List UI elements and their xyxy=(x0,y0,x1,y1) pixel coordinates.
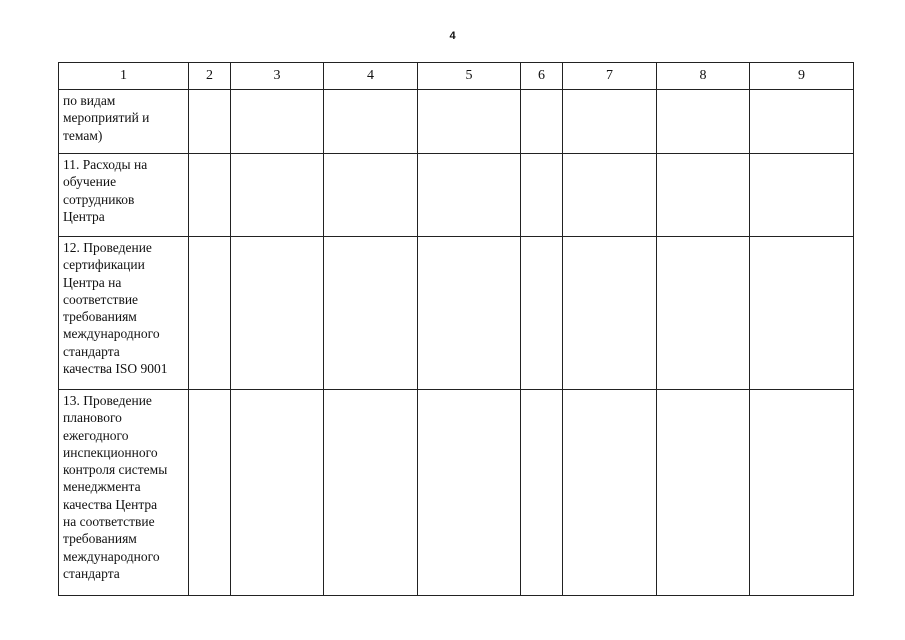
column-header-6: 6 xyxy=(521,63,563,90)
table-cell xyxy=(324,237,418,390)
table-row xyxy=(59,154,854,237)
table-row xyxy=(59,390,854,596)
table-cell xyxy=(563,90,657,154)
table-cell xyxy=(189,154,231,237)
row-label: 13. Проведение планового ежегодного инспекционного контроля системы менеджмента качества Центра на соответствие требованиям международного стандарта xyxy=(63,393,168,581)
table-cell xyxy=(324,390,418,596)
table-row xyxy=(59,237,854,390)
table-cell xyxy=(189,390,231,596)
table-cell xyxy=(563,237,657,390)
header-row xyxy=(59,63,854,90)
table-cell xyxy=(418,237,521,390)
table-cell xyxy=(521,237,563,390)
column-header-7: 7 xyxy=(563,63,657,90)
table-cell xyxy=(231,154,324,237)
table-cell xyxy=(563,390,657,596)
table-row xyxy=(59,90,854,154)
column-header-9: 9 xyxy=(750,63,854,90)
table-cell xyxy=(324,90,418,154)
table-cell xyxy=(657,154,750,237)
row-label-cell xyxy=(59,390,189,596)
table-cell xyxy=(750,237,854,390)
row-label: по видам мероприятий и темам) xyxy=(63,93,150,143)
table-cell xyxy=(657,390,750,596)
row-label: 12. Проведение сертификации Центра на соответствие требованиям международного стандарта качества ISO 9001 xyxy=(63,240,168,377)
table-cell xyxy=(521,154,563,237)
column-header-5: 5 xyxy=(418,63,521,90)
table-cell xyxy=(563,154,657,237)
table-cell xyxy=(231,390,324,596)
row-label: 11. Расходы на обучение сотрудников Центра xyxy=(63,157,148,224)
table-cell xyxy=(657,90,750,154)
table-cell xyxy=(324,154,418,237)
table-cell xyxy=(418,390,521,596)
table-cell xyxy=(750,154,854,237)
table-cell xyxy=(750,390,854,596)
column-header-3: 3 xyxy=(231,63,324,90)
table-cell xyxy=(418,90,521,154)
table-cell xyxy=(521,90,563,154)
column-header-8: 8 xyxy=(657,63,750,90)
row-label-cell xyxy=(59,154,189,237)
table-cell xyxy=(231,90,324,154)
table-cell xyxy=(418,154,521,237)
column-header-1: 1 xyxy=(59,63,189,90)
table-cell xyxy=(521,390,563,596)
page-number: 4 xyxy=(449,30,456,42)
row-label-cell xyxy=(59,90,189,154)
table-cell xyxy=(189,90,231,154)
table-cell xyxy=(657,237,750,390)
table-cell xyxy=(231,237,324,390)
row-label-cell xyxy=(59,237,189,390)
table-cell xyxy=(750,90,854,154)
table-cell xyxy=(189,237,231,390)
column-header-4: 4 xyxy=(324,63,418,90)
expense-table xyxy=(58,62,854,596)
column-header-2: 2 xyxy=(189,63,231,90)
